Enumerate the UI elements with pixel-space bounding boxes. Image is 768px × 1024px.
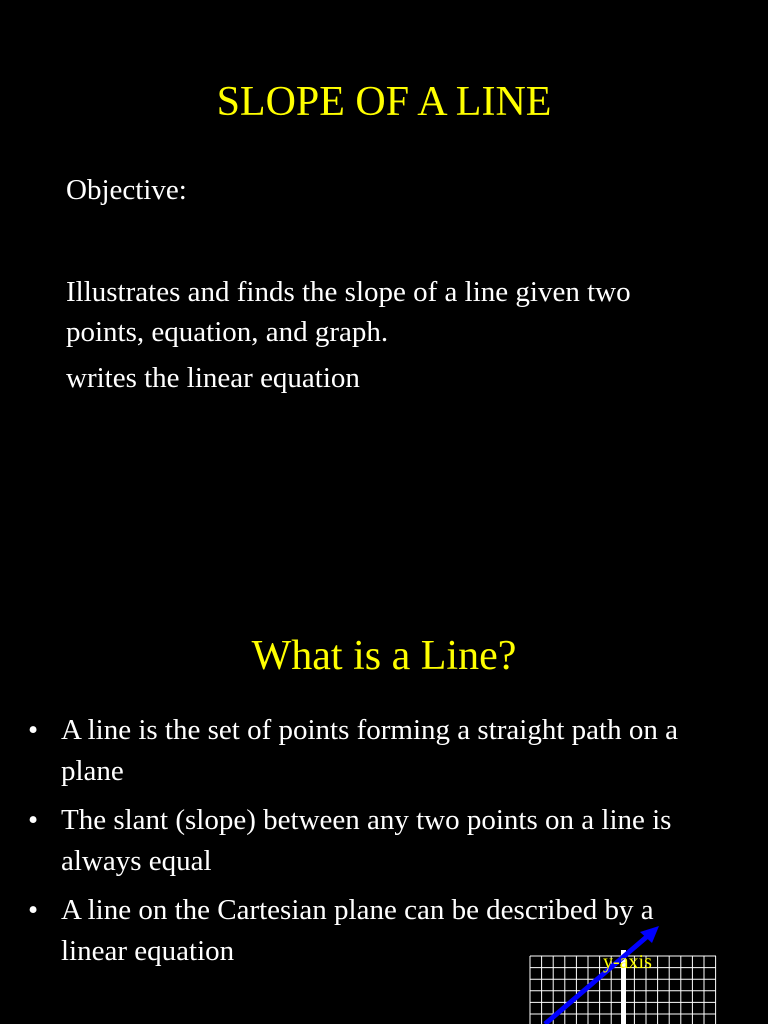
bullet-text: A line is the set of points forming a straight path on a plane: [61, 714, 678, 787]
bullet-text: The slant (slope) between any two points on a line is always equal: [61, 804, 672, 877]
slide-title: SLOPE OF A LINE: [216, 79, 552, 125]
bullet-marker: •: [28, 894, 39, 926]
slide-what-is-a-line: [0, 512, 768, 1024]
bullet-text: A line on the Cartesian plane can be described by a linear equation: [61, 894, 654, 967]
slide-title: What is a Line?: [251, 633, 517, 679]
bullet-item: [28, 800, 688, 882]
coordinate-graph: [500, 912, 760, 1024]
bullet-item: [28, 710, 688, 792]
bullet-marker: •: [28, 804, 39, 836]
objective-text-2: writes the linear equation: [66, 362, 360, 394]
objective-label: Objective:: [66, 174, 187, 206]
objective-text: Illustrates and finds the slope of a line given two points, equation, and graph.: [66, 276, 631, 348]
y-axis-label: y-axis: [603, 951, 652, 973]
bullet-marker: •: [28, 714, 39, 746]
